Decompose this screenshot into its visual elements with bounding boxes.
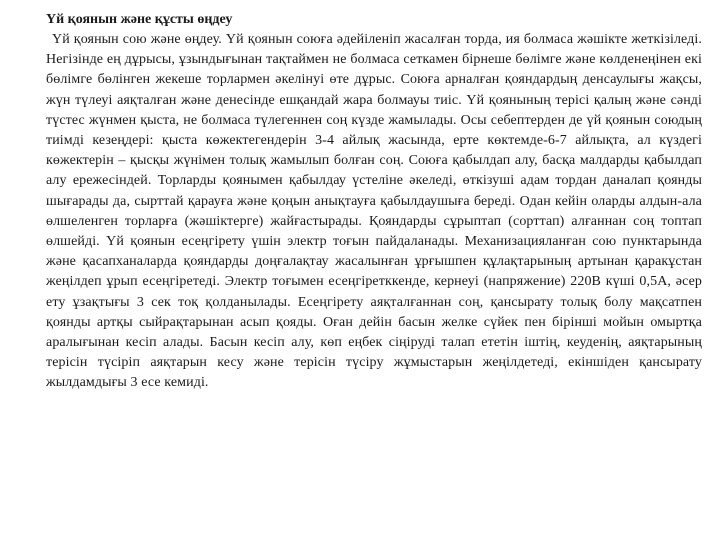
- document-page: [46, 10, 702, 394]
- document-body-paragraph: Үй қоянын сою және өңдеу. Үй қоянын союға әдейіленіп жасалған торда, ия болмаса жәшікте жеткізіледі. Негізінде ең дұрысы, ұзындығынан тақтаймен не болмаса сеткамен бірнеше бөлімге және көлденеңінен екі бөлімге бөлінген жекеше торлармен әкелінуі өте дұрыс. Союға арналған қояндардың денсаулығы жақсы, жүн түлеуі аяқталған және денесінде ешқандай жара болмауы тиіс. Үй қоянының терісі қалың және сәнді түстес жүнмен қыста, не болмаса түлегеннен соң күзде жамылады. Осы себептерден де үй қоянын союдың тиімді кезеңдері: қыста көжектегендерін 3-4 айлық жасында, ерте көктемде-6-7 айлықта, ал күздегі көжектерін – қысқы жүнімен толық жамылып болған соң. Союға қабылдап алу, басқа малдарды қабылдап алу ережесіндей. Торларды қоянымен қабылдау үстеліне әкеледі, өткізуші адам тордан даналап қоянды шығарады да, сырттай қарауға және қоңын анықтауға қабылдаушыға береді. Одан кейін оларды алдын-ала өлшеленген торларға (жәшіктерге) жайғастырады. Қояндарды сұрыптап (сорттап) алғаннан соң топтап өлшейді. Үй қоянын есеңгірету үшін электр тоғын пайдаланады. Механизацияланған сою пунктарында және қасапханаларда қояндарды доңғалақтау жасалынған ұрғышпен құлақтарының артынан қаракұстан жеңілдеп ұрып есеңгіретеді. Электр тоғымен есеңгіретккенде, кернеуі (напряжение) 220В күші 0,5А, әсер ету ұзақтығы 3 сек тоқ қолданылады. Есеңгірету аяқталғаннан соң, қансырату толық болу мақсатпен қоянды артқы сыйрақтарынан асып қояды. Оған дейін басын желке сүйек пен бірінші мойын омыртқа аралығынан кесіп алады. Басын кесіп алу, көп еңбек сіңіруді талап ететін іштің, кеуденің, аяқтарының терісін түсіріп аяқтарын кесу және терісін түсіру жұмыстарын жеңілдетеді, екіншіден қансырату жылдамдығы 3 есе кемиді.: [46, 32, 702, 391]
- document-title: Үй қоянын және құсты өңдеу: [46, 12, 233, 27]
